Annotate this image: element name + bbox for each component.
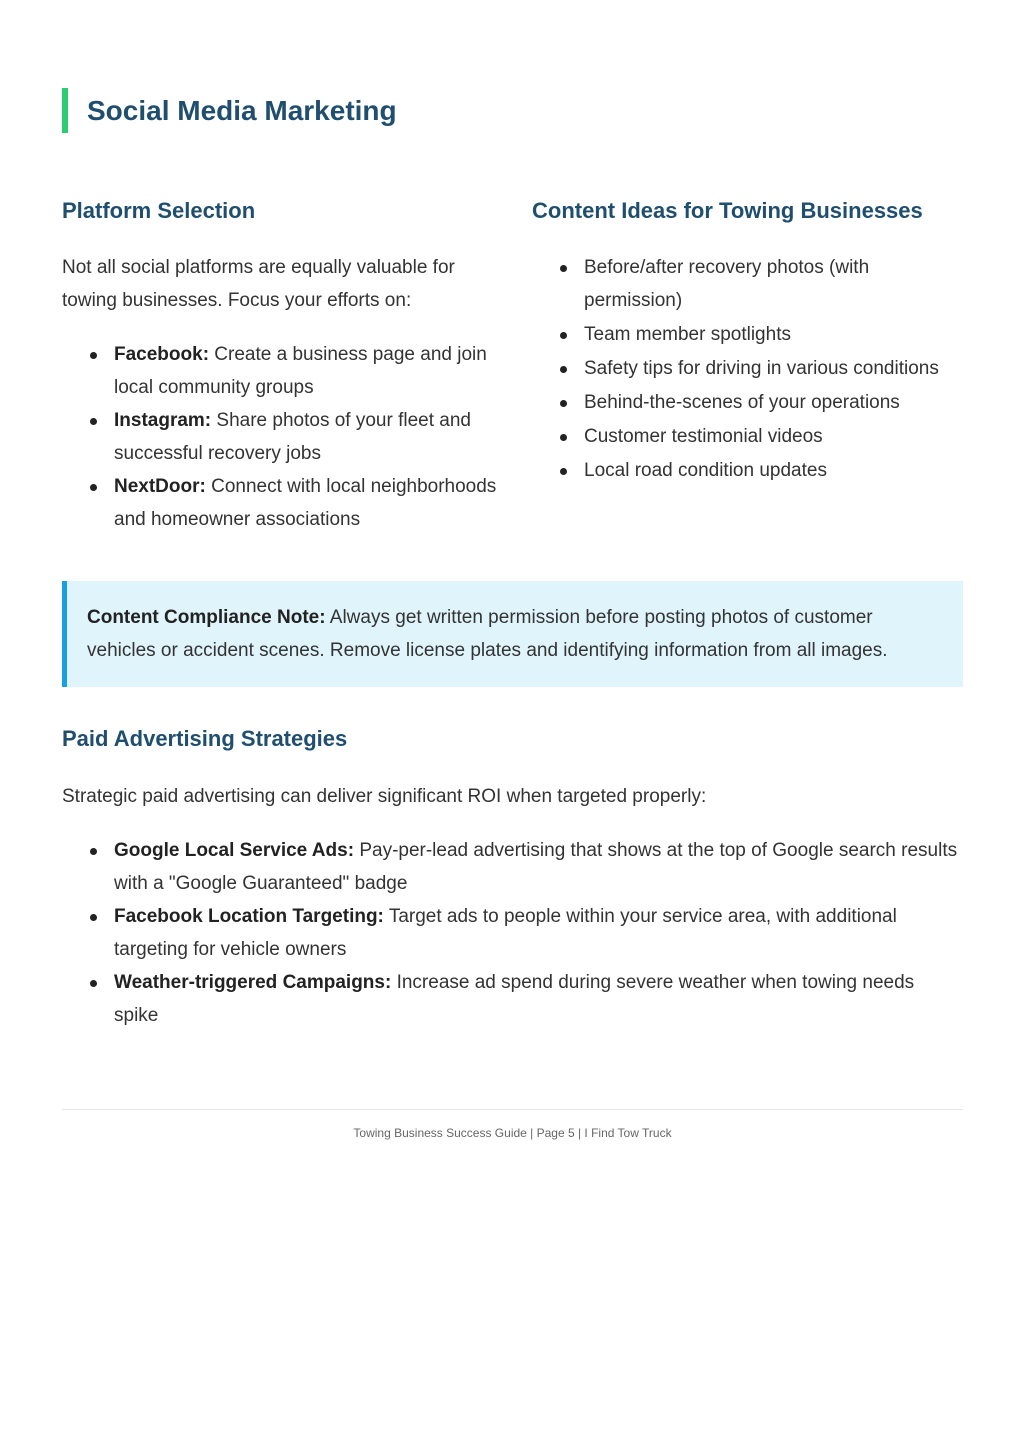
two-column-section — [62, 197, 963, 536]
list-item: Behind-the-scenes of your operations — [532, 386, 963, 419]
content-ideas-list — [532, 251, 963, 487]
list-item — [62, 338, 502, 404]
paid-intro: Strategic paid advertising can deliver significant ROI when targeted properly: — [62, 786, 707, 807]
list-item — [62, 834, 963, 900]
list-item — [62, 966, 963, 1032]
note-label: Content Compliance Note: — [87, 607, 326, 628]
list-item — [62, 900, 963, 966]
list-item: Safety tips for driving in various conditions — [532, 352, 963, 385]
item-label: Weather-triggered Campaigns: — [114, 972, 392, 993]
paid-list — [62, 834, 963, 1032]
item-label: Facebook: — [114, 344, 210, 365]
page-footer: Towing Business Success Guide | Page 5 | I Find Tow Truck — [353, 1126, 672, 1140]
footer-divider — [62, 1109, 963, 1110]
list-item — [62, 470, 502, 536]
list-item: Before/after recovery photos (with permission) — [532, 251, 963, 317]
document-page — [62, 88, 963, 1140]
item-label: NextDoor: — [114, 476, 206, 497]
item-text: Pay-per-lead advertising that shows at the top of Google search results with a "Google Guaranteed" badge — [114, 840, 958, 894]
platform-intro: Not all social platforms are equally valuable for towing businesses. Focus your efforts on: — [62, 257, 455, 311]
list-item: Local road condition updates — [532, 454, 963, 487]
list-item: Team member spotlights — [532, 318, 963, 351]
item-label: Instagram: — [114, 410, 212, 431]
content-ideas-heading: Content Ideas for Towing Businesses — [532, 198, 923, 223]
paid-advertising-section — [62, 725, 963, 1032]
content-ideas-column — [532, 197, 963, 536]
note-text: Always get written permission before posting photos of customer vehicles or accident scenes. Remove license plates and identifying information from all images. — [87, 607, 888, 661]
item-label: Facebook Location Targeting: — [114, 906, 384, 927]
item-label: Google Local Service Ads: — [114, 840, 355, 861]
item-text: Target ads to people within your service area, with additional targeting for vehicle owners — [114, 906, 897, 960]
compliance-note-callout — [62, 581, 963, 687]
item-text: Increase ad spend during severe weather when towing needs spike — [114, 972, 915, 1026]
section-title: Social Media Marketing — [62, 88, 963, 133]
list-item — [62, 404, 502, 470]
platform-selection-heading: Platform Selection — [62, 198, 256, 223]
list-item: Customer testimonial videos — [532, 420, 963, 453]
platform-list — [62, 338, 502, 536]
paid-advertising-heading: Paid Advertising Strategies — [62, 726, 348, 751]
item-text: Connect with local neighborhoods and homeowner associations — [114, 476, 497, 530]
item-text: Create a business page and join local community groups — [114, 344, 487, 398]
item-text: Share photos of your fleet and successful recovery jobs — [114, 410, 471, 464]
platform-selection-column — [62, 197, 502, 536]
